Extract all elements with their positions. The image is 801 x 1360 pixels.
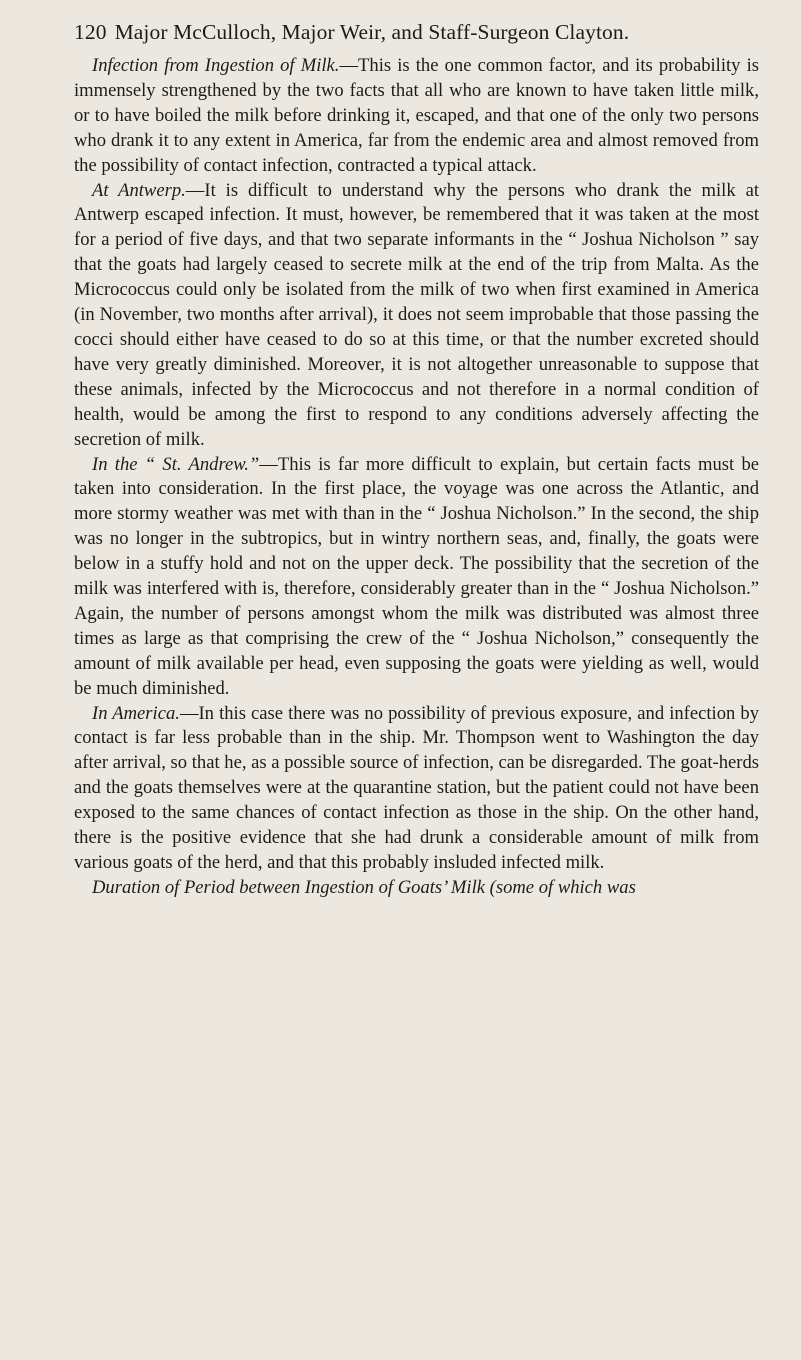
paragraph-america (74, 702, 759, 876)
paragraph-duration (74, 876, 759, 901)
paragraph-text: —This is the one common factor, and its probability is immensely strengthened by the two facts that all who are known to have taken little milk, or to have boiled the milk before drinking it, escaped, and that one of the only two persons who drank it to any extent in America, far from the endemic area and almost removed from the possibility of contact infection, contracted a typical attack. (74, 55, 759, 176)
paragraph-heading: Duration of Period between Ingestion of Goats’ Milk (some of which was (92, 876, 636, 898)
paragraph-milk-infection (74, 54, 759, 179)
paragraph-heading: Infection from Ingestion of Milk. (92, 55, 340, 76)
paragraph-st-andrew (74, 453, 759, 702)
paragraph-antwerp (74, 179, 759, 453)
running-title: Major McCulloch, Major Weir, and Staff-Surgeon Clayton. (114, 20, 630, 44)
paragraph-heading: In America. (92, 702, 180, 724)
paragraph-text: —This is far more difficult to explain, but certain facts must be taken into consideration. In the first place, the voyage was one across the Atlantic, and more stormy weather was met with than in the “ Joshua Nicholson.” In the second, the ship was no longer in the subtropics, but in wintry northern seas, and, finally, the goats were below in a stuffy hold and not on the upper deck. The possibility that the secretion of the milk was interfered with is, therefore, considerably greater than in the “ Joshua Nicholson.” Again, the number of persons amongst whom the milk was distributed was almost three times as large as that comprising the crew of the “ Joshua Nicholson,” consequently the amount of milk available per head, even supposing the goats were yielding as well, would be much diminished. (74, 453, 759, 699)
paragraph-text: —In this case there was no possibility of previous exposure, and infection by contact is far less probable than in the ship. Mr. Thompson went to Washington the day after arrival, so that he, as a possible source of infection, can be disregarded. The goat-herds and the goats themselves were at the quarantine station, but the patient could not have been exposed to the same chances of contact infection as those in the ship. On the other hand, there is the positive evidence that she had drunk a considerable amount of milk from various goats of the herd, and that this probably insluded infected milk. (74, 702, 759, 873)
page-number: 120 (74, 20, 107, 44)
paragraph-heading: At Antwerp. (92, 179, 186, 201)
paragraph-text: —It is difficult to understand why the persons who drank the milk at Antwerp escaped infection. It must, however, be remembered that it was taken at the most for a period of five days, and that two separate informants in the “ Joshua Nicholson ” say that the goats had largely ceased to secrete milk at the end of the trip from Malta. As the Micrococcus could only be isolated from the milk of two when first examined in America (in November, two months after arrival), it does not seem improbable that those passing the cocci should either have ceased to do so at this time, or that the number excreted should have very greatly diminished. Moreover, it is not altogether unreasonable to suppose that these animals, infected by the Micrococcus and not therefore in a normal condition of health, would be among the first to respond to any conditions adversely affecting the secretion of milk. (74, 179, 759, 450)
running-header (74, 18, 759, 46)
paragraph-heading: In the “ St. Andrew.” (92, 453, 260, 475)
